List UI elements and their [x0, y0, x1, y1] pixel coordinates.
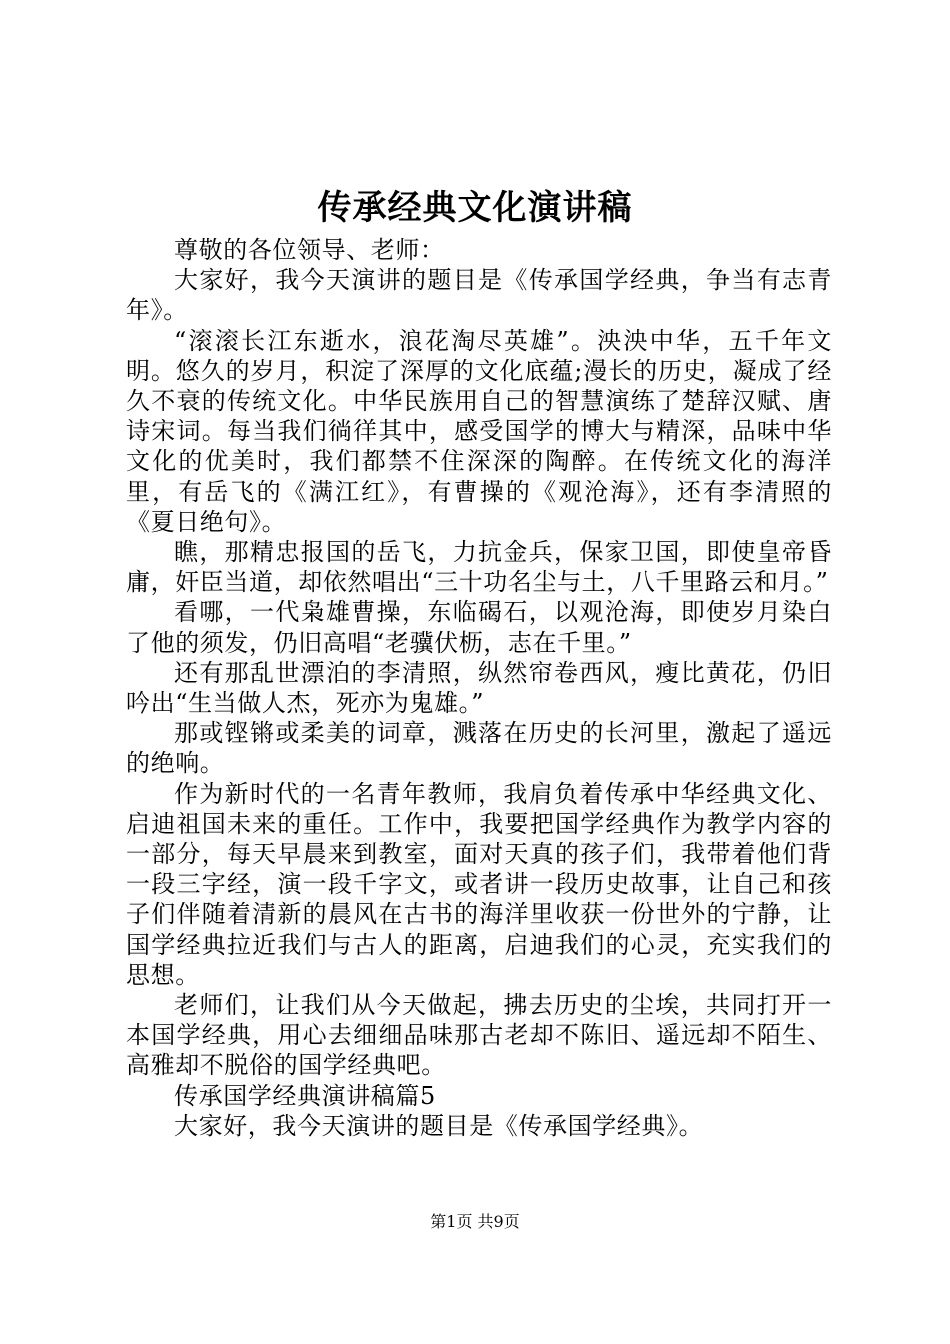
- paragraph-yuefei: 瞧，那精忠报国的岳飞，力抗金兵，保家卫国，即使皇帝昏庸，奸臣当道，却依然唱出“三十功名尘与土，八千里路云和月。”: [126, 538, 832, 597]
- paragraph-echo: 那或铿锵或柔美的词章，溅落在历史的长河里，激起了遥远的绝响。: [126, 719, 832, 778]
- paragraph-liqingzhao: 还有那乱世漂泊的李清照，纵然帘卷西风，瘦比黄花，仍旧吟出“生当做人杰，死亦为鬼雄。”: [126, 658, 832, 718]
- paragraph-caocao: 看哪，一代枭雄曹操，东临碣石，以观沧海，即使岁月染白了他的须发，仍旧高唱“老骥伏枥，志在千里。”: [126, 598, 832, 657]
- document-title: 传承经典文化演讲稿: [317, 188, 633, 228]
- paragraph-teacher: 作为新时代的一名青年教师，我肩负着传承中华经典文化、启迪祖国未来的重任。工作中，我要把国学经典作为教学内容的一部分，每天早晨来到教室，面对天真的孩子们，我带着他们背一段三字经，演一段千字文，或者讲一段历史故事，让自己和孩子们伴随着清新的晨风在古书的海洋里收获一份世外的宁静，让国学经典拉近我们与古人的距离，启迪我们的心灵，充实我们的思想。: [126, 779, 832, 989]
- paragraph-next-greeting: 大家好，我今天演讲的题目是《传承国学经典》。: [174, 1111, 704, 1140]
- paragraph-call-to-action: 老师们，让我们从今天做起，拂去历史的尘埃，共同打开一本国学经典，用心去细细品味那古老却不陈旧、遥远却不陌生、高雅却不脱俗的国学经典吧。: [126, 991, 832, 1080]
- paragraph-section-heading: 传承国学经典演讲稿篇5: [174, 1081, 436, 1110]
- paragraph-culture: “滚滚长江东逝水，浪花淘尽英雄”。泱泱中华，五千年文明。悠久的岁月，积淀了深厚的文化底蕴;漫长的历史，凝成了经久不衰的传统文化。中华民族用自己的智慧演练了楚辞汉赋、唐诗宋词。每当我们徜徉其中，感受国学的博大与精深，品味中华文化的优美时，我们都禁不住深深的陶醉。在传统文化的海洋里，有岳飞的《满江红》，有曹操的《观沧海》，还有李清照的《夏日绝句》。: [126, 326, 832, 536]
- paragraph-greeting: 大家好，我今天演讲的题目是《传承国学经典，争当有志青年》。: [126, 266, 832, 325]
- paragraph-salutation: 尊敬的各位领导、老师：: [174, 236, 445, 264]
- document-body: [126, 235, 832, 1141]
- page-footer: 第1页 共9页: [430, 1212, 520, 1231]
